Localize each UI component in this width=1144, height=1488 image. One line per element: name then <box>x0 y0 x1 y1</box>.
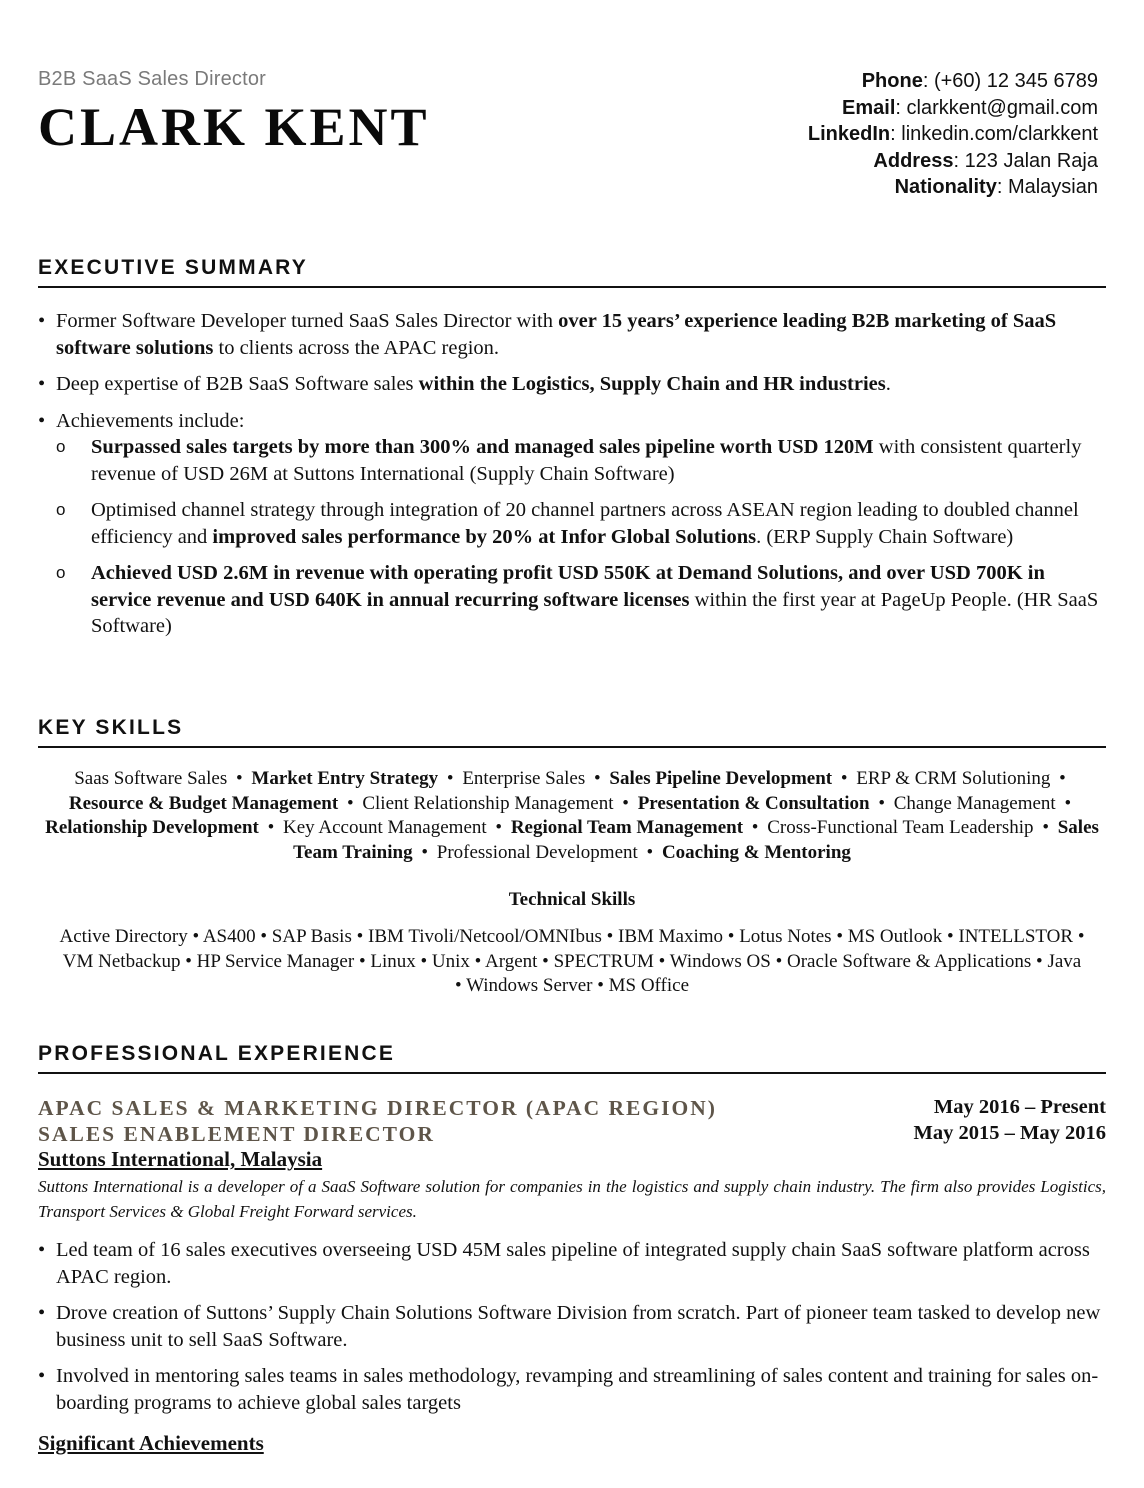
job-title: SALES ENABLEMENT DIRECTOR <box>38 1122 435 1146</box>
bullet-separator-icon: • <box>446 768 454 789</box>
contact-value: Malaysian <box>1007 176 1098 198</box>
technical-skill-item: Java <box>1047 950 1082 972</box>
bullet-separator-icon: • <box>775 950 783 972</box>
job-title: APAC SALES & MARKETING DIRECTOR (APAC REGION) <box>38 1096 717 1120</box>
technical-skill-item: IBM Tivoli/Netcool/OMNIbus <box>368 926 602 947</box>
contact-label: Address <box>873 149 954 172</box>
bullet-separator-icon: • <box>542 950 549 972</box>
candidate-name: CLARK KENT <box>38 97 430 157</box>
significant-achievements-heading: Significant Achievements <box>38 1431 264 1455</box>
technical-skill-item: MS Outlook <box>847 926 943 947</box>
skill-item: Key Account Management <box>283 817 487 838</box>
bullet-separator-icon: • <box>727 926 735 947</box>
bullet-separator-icon: • <box>185 950 192 972</box>
bullet-separator-icon: • <box>606 926 614 947</box>
summary-text: to clients across the APAC region. <box>213 336 500 359</box>
skill-item: Saas Software Sales <box>74 768 228 789</box>
bullet-separator-icon: • <box>646 841 654 863</box>
summary-text: Former Software Developer turned SaaS Sales Director with <box>56 310 559 332</box>
job-dates: May 2015 – May 2016 <box>913 1122 1106 1144</box>
skill-item: Cross-Functional Team Leadership <box>767 817 1034 838</box>
achievement-text: with consistent quarterly revenue of USD 26M at Suttons International (Supply Chain Software) <box>91 436 1082 485</box>
bullet-separator-icon: • <box>878 792 885 814</box>
summary-highlight: over 15 years’ experience leading B2B marketing of SaaS software solutions <box>56 310 1057 359</box>
contact-value: linkedin.com/clarkkent <box>901 123 1098 145</box>
bullet-separator-icon: • <box>658 950 666 972</box>
experience-bullet: • Led team of 16 sales executives overseeing USD 45M sales pipeline of integrated supply chain SaaS software platform across APAC region. <box>38 1237 1106 1290</box>
contact-linkedin: LinkedIn: linkedin.com/clarkkent <box>807 123 1098 145</box>
bullet-separator-icon: • <box>840 768 848 789</box>
achievement-highlight: Surpassed sales targets by more than 300% and managed sales pipeline worth USD 120M <box>91 436 874 458</box>
skill-item: Presentation & Consultation <box>637 792 870 814</box>
bullet-separator-icon: • <box>358 950 366 972</box>
bullet-separator-icon: • <box>1077 926 1085 947</box>
technical-skills-list <box>38 925 1106 999</box>
achievement-highlight: improved sales performance by 20% at Infor Global Solutions <box>212 525 757 548</box>
bullet-separator-icon: • <box>597 975 604 996</box>
summary-bullet <box>38 371 1106 398</box>
achievement-text: Optimised channel strategy through integration of 20 channel partners across ASEAN region leading to doubled channel efficiency and <box>91 499 1079 548</box>
contact-value: 123 Jalan Raja <box>964 149 1098 172</box>
skill-item: Resource & Budget Management <box>68 792 339 814</box>
bullet-separator-icon: • <box>1064 792 1072 814</box>
summary-text: . <box>885 373 891 395</box>
technical-skill-item: Windows Server <box>466 975 593 996</box>
contact-label: Nationality <box>894 176 997 198</box>
technical-skill-item: AS400 <box>202 926 256 947</box>
skill-item: Relationship Development <box>45 817 259 838</box>
bullet-separator-icon: • <box>454 975 462 996</box>
experience-bullet: • Involved in mentoring sales teams in sales methodology, revamping and streamlining of sales content and training for sales on-boarding programs to achieve global sales targets <box>38 1363 1106 1416</box>
technical-skill-item: IBM Maximo <box>618 926 724 947</box>
bullet-separator-icon: • <box>192 926 200 947</box>
bullet-separator-icon: • <box>495 817 503 838</box>
technical-skill-item: INTELLSTOR <box>958 926 1074 947</box>
company-name: Suttons International, Malaysia <box>38 1147 323 1171</box>
bullet-separator-icon: • <box>356 926 364 947</box>
skill-item: Market Entry Strategy <box>251 768 439 789</box>
contact-address: Address: 123 Jalan Raja <box>873 149 1098 172</box>
contact-email: Email: clarkkent@gmail.com <box>842 96 1098 119</box>
bullet-separator-icon: • <box>594 768 601 789</box>
experience-bullets <box>38 1237 1106 1426</box>
summary-text: Deep expertise of B2B SaaS Software sales <box>56 373 419 395</box>
executive-summary-list <box>38 308 1106 650</box>
skill-item: Coaching & Mentoring <box>661 841 851 863</box>
skill-item: Professional Development <box>436 841 638 863</box>
bullet-separator-icon: • <box>346 792 354 814</box>
achievement-item <box>38 497 1106 550</box>
bullet-separator-icon: • <box>751 817 759 838</box>
skill-item: Client Relationship Management <box>362 792 614 814</box>
bullet-separator-icon: • <box>267 817 275 838</box>
summary-bullet <box>38 308 1106 361</box>
circle-bullet-icon: o <box>56 437 66 456</box>
summary-text: Achievements include: <box>56 409 245 432</box>
bullet-separator-icon: • <box>474 950 482 972</box>
technical-skill-item: SPECTRUM <box>553 950 654 972</box>
contact-value: clarkkent@gmail.com <box>906 96 1098 119</box>
circle-bullet-icon: o <box>56 500 66 519</box>
achievement-text: within the first year at PageUp People. (HR SaaS Software) <box>91 588 1099 637</box>
technical-skill-item: Linux <box>370 950 416 972</box>
bullet-separator-icon: • <box>836 926 843 947</box>
resume-header <box>38 0 1106 220</box>
job-dates: May 2016 – Present <box>933 1096 1106 1118</box>
skill-item: Enterprise Sales <box>462 768 586 789</box>
technical-skill-item: Unix <box>431 950 470 972</box>
key-skills-list <box>38 767 1106 865</box>
job-row <box>38 1096 1106 1122</box>
bullet-separator-icon: • <box>1036 950 1043 972</box>
achievement-item <box>38 560 1106 640</box>
section-title-key-skills: KEY SKILLS <box>38 716 1106 748</box>
technical-skill-item: Argent <box>485 950 538 972</box>
achievement-item <box>38 434 1106 487</box>
technical-skill-item: HP Service Manager <box>196 950 355 972</box>
skill-item: Change Management <box>893 792 1056 814</box>
technical-skill-item: Active Directory <box>59 926 188 947</box>
technical-skill-item: Windows OS <box>669 950 771 972</box>
contact-label: Email <box>842 96 896 119</box>
bullet-separator-icon: • <box>420 950 428 972</box>
bullet-separator-icon: • <box>1042 817 1049 838</box>
experience-bullet: • Drove creation of Suttons’ Supply Chain Solutions Software Division from scratch. Part of pioneer team tasked to develop new business unit to sell SaaS Software. <box>38 1300 1106 1353</box>
technical-skill-item: Lotus Notes <box>739 926 832 947</box>
summary-highlight: within the Logistics, Supply Chain and HR industries <box>418 373 886 395</box>
skill-item: ERP & CRM Solutioning <box>856 768 1051 789</box>
technical-skill-item: VM Netbackup <box>62 950 181 972</box>
circle-bullet-icon: o <box>56 563 66 582</box>
achievement-text: . (ERP Supply Chain Software) <box>756 525 1014 548</box>
bullet-separator-icon: • <box>260 926 268 947</box>
technical-skill-item: Oracle Software & Applications <box>786 950 1032 972</box>
resume-page <box>38 0 1106 1455</box>
contact-nationality: Nationality: Malaysian <box>894 176 1098 198</box>
contact-phone: Phone: (+60) 12 345 6789 <box>861 70 1098 92</box>
bullet-separator-icon: • <box>421 841 428 863</box>
skill-item: Regional Team Management <box>510 817 744 838</box>
achievement-highlight: Achieved USD 2.6M in revenue with operating profit USD 550K at Demand Solutions, and over USD 700K in service revenue and USD 640K in annual recurring software licenses <box>91 562 1045 611</box>
section-title-executive-summary: EXECUTIVE SUMMARY <box>38 256 1106 288</box>
job-row <box>38 1122 1106 1148</box>
skill-item: Sales Pipeline Development <box>609 768 833 789</box>
skill-item: Sales Team Training <box>293 817 1099 863</box>
technical-skill-item: MS Office <box>608 975 690 996</box>
technical-skill-item: SAP Basis <box>271 926 352 947</box>
contact-label: Phone <box>861 70 923 92</box>
contact-label: LinkedIn <box>807 123 891 145</box>
contact-block <box>808 68 1098 201</box>
contact-value: (+60) 12 345 6789 <box>933 70 1098 92</box>
section-title-professional-experience: PROFESSIONAL EXPERIENCE <box>38 1042 1106 1074</box>
company-description: Suttons International is a developer of a SaaS Software solution for companies in the logistics and supply chain industry. The firm also provides Logistics, Transport Services & Global Freight Forward services. <box>38 1177 1106 1221</box>
bullet-separator-icon: • <box>946 926 954 947</box>
bullet-separator-icon: • <box>622 792 629 814</box>
professional-subtitle: B2B SaaS Sales Director <box>38 68 267 90</box>
summary-bullet <box>38 408 1106 435</box>
bullet-separator-icon: • <box>235 768 243 789</box>
bullet-separator-icon: • <box>1059 768 1066 789</box>
technical-skills-title: Technical Skills <box>508 889 636 910</box>
